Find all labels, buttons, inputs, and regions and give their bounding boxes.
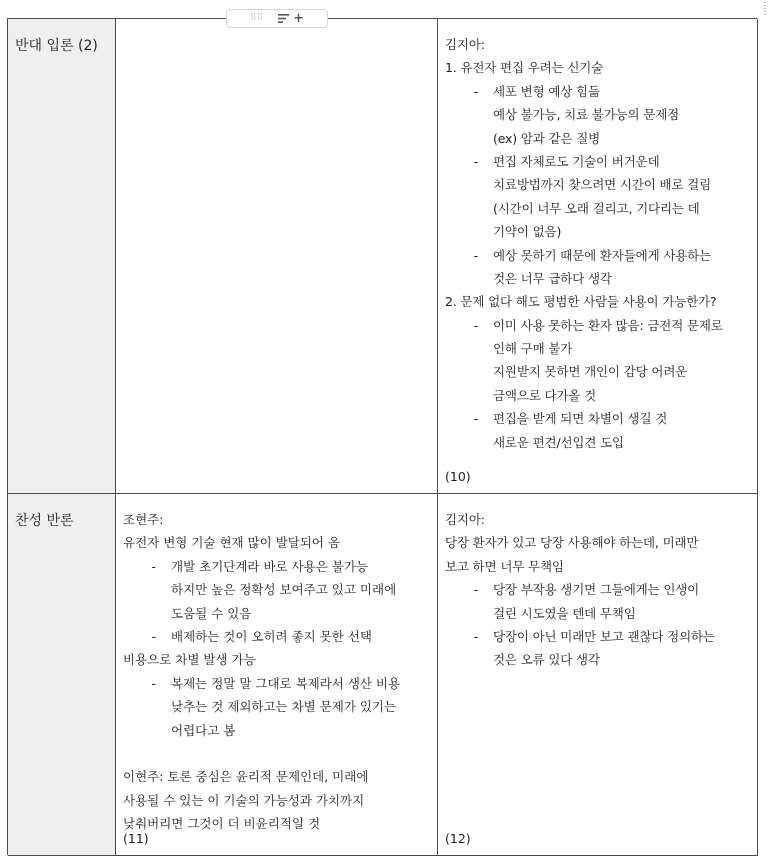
line-text: 예상 못하기 때문에 환자들에게 사용하는 bbox=[493, 247, 712, 263]
row-options-icon[interactable] bbox=[278, 14, 289, 23]
text-line: 당장 환자가 있고 당장 사용해야 하는데, 미래만 bbox=[445, 535, 699, 551]
dash-bullet: - bbox=[473, 628, 478, 644]
row1-left-cell[interactable] bbox=[116, 19, 438, 494]
dash-bullet: - bbox=[473, 83, 478, 99]
text-line: 것은 너무 급하다 생각 bbox=[493, 270, 612, 286]
text-line: 낮춰버리면 그것이 더 비윤리적일 것 bbox=[123, 816, 321, 832]
line-text: 개발 초기단계라 바로 사용은 불가능 bbox=[171, 558, 369, 574]
dash-bullet: - bbox=[473, 153, 478, 169]
text-line: 사용될 수 있는 이 기술의 가능성과 가치까지 bbox=[123, 792, 365, 808]
row2-left-cell[interactable] bbox=[116, 494, 438, 856]
text-line: 1. 유전자 편집 우려는 신기술 bbox=[445, 60, 604, 76]
bullet-line bbox=[123, 672, 437, 695]
text-line: 걸린 시도였을 텐데 무책임 bbox=[493, 605, 636, 621]
line-text: 편집 자체로도 기술이 버거운데 bbox=[493, 153, 660, 169]
text-line: 조현주: bbox=[123, 512, 164, 527]
dash-bullet: - bbox=[473, 317, 478, 333]
dash-bullet: - bbox=[151, 628, 156, 644]
text-line: 김지아: bbox=[445, 37, 485, 52]
text-line: 것은 오류 있다 생각 bbox=[493, 652, 600, 668]
row-header-opposition-opening: 반대 입론 (2) bbox=[8, 19, 116, 494]
bullet-line bbox=[445, 625, 757, 648]
text-line: 치료방법까지 찾으려면 시간이 배로 걸림 bbox=[493, 177, 712, 193]
text-line: 비용으로 차별 발생 가능 bbox=[123, 652, 256, 668]
text-line: 보고 하면 너무 무책임 bbox=[445, 558, 564, 574]
bullet-line bbox=[445, 314, 757, 337]
bullet-line bbox=[445, 578, 757, 601]
text-line: 도움될 수 있음 bbox=[171, 605, 252, 621]
line-text: 편집을 받게 되면 차별이 생길 것 bbox=[493, 411, 668, 427]
text-line: 새로운 편견/선입견 도입 bbox=[493, 434, 624, 450]
bullet-line bbox=[445, 150, 757, 173]
drag-handle-icon[interactable]: ⠿⠿ bbox=[249, 13, 265, 23]
dash-bullet: - bbox=[151, 675, 156, 691]
line-text: 당장 부작용 생기면 그들에게는 인생이 bbox=[493, 582, 700, 598]
text-line: 예상 불가능, 치료 불가능의 문제점 bbox=[493, 107, 680, 123]
line-text: 이미 사용 못하는 환자 많음: 금전적 문제로 bbox=[493, 317, 723, 333]
text-line: 인해 구매 불가 bbox=[493, 341, 573, 357]
text-line: 낮추는 것 제외하고는 차별 문제가 있기는 bbox=[171, 699, 397, 715]
bullet-line bbox=[445, 80, 757, 103]
debate-table bbox=[7, 18, 757, 855]
dash-bullet: - bbox=[473, 247, 478, 263]
line-text: 복제는 정말 말 그대로 복제라서 생산 비용 bbox=[171, 675, 401, 691]
scroll-indicator bbox=[764, 2, 766, 16]
bullet-line bbox=[445, 244, 757, 267]
text-line: 기약이 없음) bbox=[493, 224, 562, 240]
text-line: 유전자 변형 기술 현재 많이 발달되어 옴 bbox=[123, 535, 341, 551]
bullet-line bbox=[123, 555, 437, 578]
text-line: 어렵다고 봄 bbox=[171, 722, 236, 738]
dash-bullet: - bbox=[473, 582, 478, 598]
cell-number: (10) bbox=[445, 469, 471, 484]
text-line: 김지아: bbox=[445, 512, 485, 527]
dash-bullet: - bbox=[473, 411, 478, 427]
text-line: (시간이 너무 오래 걸리고, 기다리는 데 bbox=[493, 200, 700, 216]
text-line: 2. 문제 없다 해도 평범한 사람들 사용이 가능한가? bbox=[445, 294, 717, 310]
text-line: 금액으로 다가올 것 bbox=[493, 387, 597, 403]
blank-line bbox=[123, 742, 437, 765]
text-line: 이현주: 토론 중심은 윤리적 문제인데, 미래에 bbox=[123, 769, 369, 785]
row2-right-cell[interactable] bbox=[438, 494, 758, 856]
row1-right-cell[interactable] bbox=[438, 19, 758, 494]
text-line: 지원받지 못하면 개인이 감당 어려운 bbox=[493, 364, 688, 380]
add-row-icon[interactable]: + bbox=[293, 11, 305, 26]
table-block-handle[interactable] bbox=[226, 9, 328, 28]
line-text: 배제하는 것이 오히려 좋지 못한 선택 bbox=[171, 628, 372, 644]
text-line: 하지만 높은 정확성 보여주고 있고 미래에 bbox=[171, 582, 397, 598]
cell-number: (12) bbox=[445, 831, 471, 846]
bullet-line bbox=[445, 407, 757, 430]
text-line: (ex) 암과 같은 질병 bbox=[493, 130, 601, 146]
cell-number: (11) bbox=[123, 831, 149, 846]
line-text: 세포 변형 예상 힘듦 bbox=[493, 83, 600, 99]
dash-bullet: - bbox=[151, 558, 156, 574]
line-text: 당장이 아닌 미래만 보고 괜찮다 정의하는 bbox=[493, 628, 715, 644]
row-header-affirmative-rebuttal: 찬성 반론 bbox=[8, 494, 116, 856]
bullet-line bbox=[123, 625, 437, 648]
